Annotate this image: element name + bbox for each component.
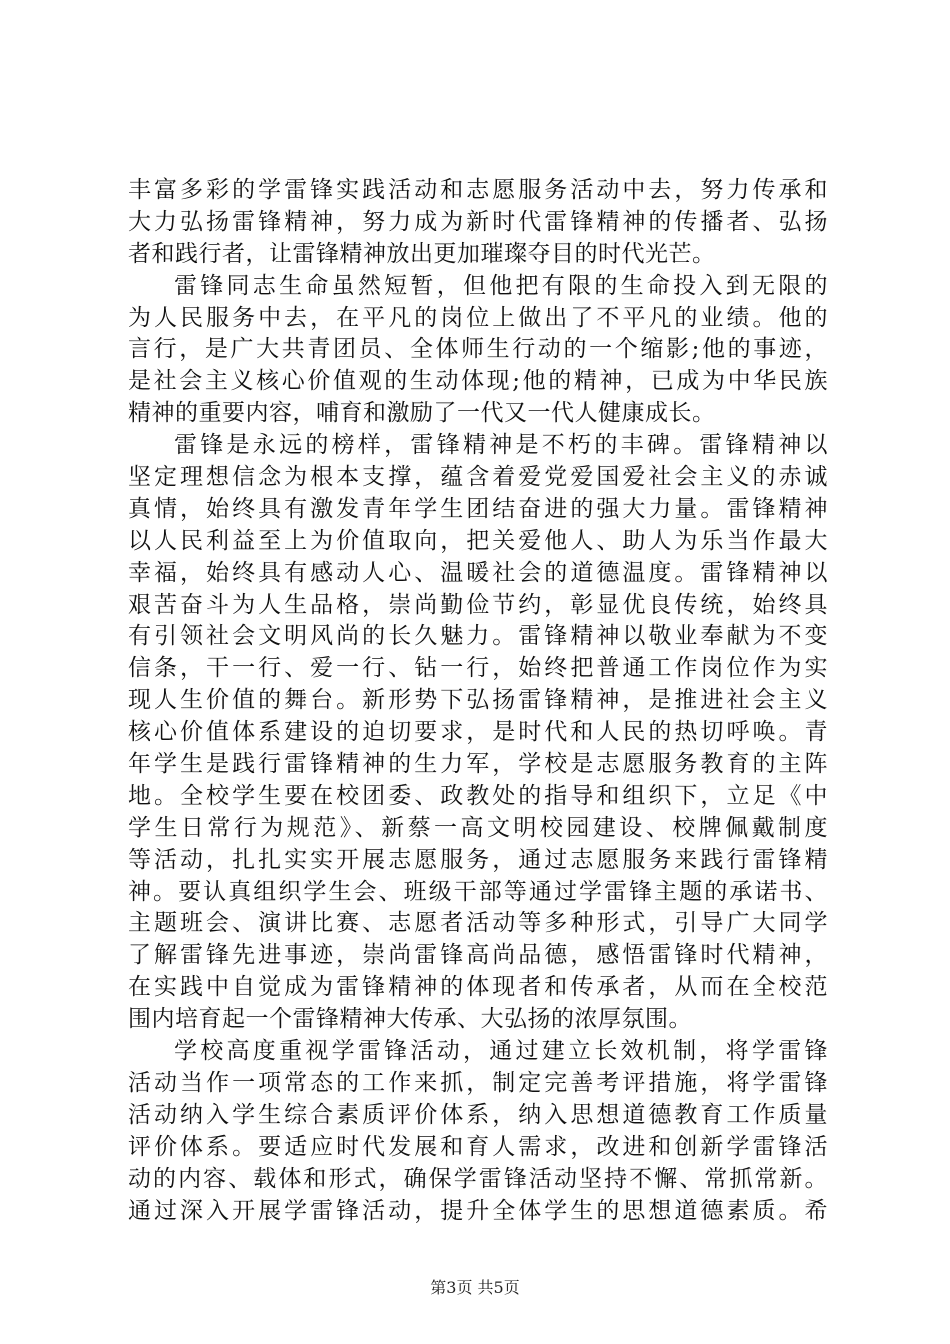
text-line: 信条，干一行、爱一行、钻一行，始终把普通工作岗位作为实 [128,655,828,682]
text-line: 核心价值体系建设的迫切要求，是时代和人民的热切呼唤。青 [128,719,828,746]
text-line: 围内培育起一个雷锋精神大传承、大弘扬的浓厚氛围。 [128,1006,692,1033]
text-line: 幸福，始终具有感动人心、温暖社会的道德温度。雷锋精神以 [128,559,828,586]
text-line: 地。全校学生要在校团委、政教处的指导和组织下，立足《中 [128,782,828,809]
text-line: 了解雷锋先进事迹，崇尚雷锋高尚品德，感悟雷锋时代精神， [128,942,828,969]
text-line: 主题班会、演讲比赛、志愿者活动等多种形式，引导广大同学 [128,910,828,937]
text-line: 真情，始终具有激发青年学生团结奋进的强大力量。雷锋精神 [128,495,828,522]
paragraph-first-line: 雷锋同志生命虽然短暂，但他把有限的生命投入到无限的 [174,272,828,299]
text-line: 言行，是广大共青团员、全体师生行动的一个缩影;他的事迹， [128,336,828,363]
text-line: 大力弘扬雷锋精神，努力成为新时代雷锋精神的传播者、弘扬 [128,208,828,235]
text-line: 有引领社会文明风尚的长久魅力。雷锋精神以敬业奉献为不变 [128,623,828,650]
text-line: 神。要认真组织学生会、班级干部等通过学雷锋主题的承诺书、 [128,878,828,905]
text-line: 通过深入开展学雷锋活动，提升全体学生的思想道德素质。希 [128,1197,828,1224]
text-line: 是社会主义核心价值观的生动体现;他的精神，已成为中华民族 [128,368,828,395]
text-line: 为人民服务中去，在平凡的岗位上做出了不平凡的业绩。他的 [128,304,828,331]
text-line: 以人民利益至上为价值取向，把关爱他人、助人为乐当作最大 [128,527,828,554]
text-line: 在实践中自觉成为雷锋精神的体现者和传承者，从而在全校范 [128,974,828,1001]
text-line: 学生日常行为规范》、新蔡一高文明校园建设、校牌佩戴制度 [128,814,828,841]
document-body [128,175,828,1227]
text-line: 动的内容、载体和形式，确保学雷锋活动坚持不懈、常抓常新。 [128,1165,828,1192]
text-line: 等活动，扎扎实实开展志愿服务，通过志愿服务来践行雷锋精 [128,846,828,873]
text-line: 活动当作一项常态的工作来抓，制定完善考评措施，将学雷锋 [128,1069,828,1096]
text-line: 坚定理想信念为根本支撑，蕴含着爱党爱国爱社会主义的赤诚 [128,464,828,491]
text-line: 评价体系。要适应时代发展和育人需求，改进和创新学雷锋活 [128,1133,828,1160]
text-line: 现人生价值的舞台。新形势下弘扬雷锋精神，是推进社会主义 [128,687,828,714]
paragraph-first-line: 学校高度重视学雷锋活动，通过建立长效机制，将学雷锋 [174,1038,828,1065]
text-line: 者和践行者，让雷锋精神放出更加璀璨夺目的时代光芒。 [128,240,716,267]
page-number-footer: 第3页 共5页 [430,1278,520,1297]
paragraph-first-line: 雷锋是永远的榜样，雷锋精神是不朽的丰碑。雷锋精神以 [174,432,828,459]
text-line: 活动纳入学生综合素质评价体系，纳入思想道德教育工作质量 [128,1101,828,1128]
text-line: 精神的重要内容，哺育和激励了一代又一代人健康成长。 [128,400,716,427]
text-line: 丰富多彩的学雷锋实践活动和志愿服务活动中去，努力传承和 [128,177,828,203]
text-line: 年学生是践行雷锋精神的生力军，学校是志愿服务教育的主阵 [128,751,828,778]
text-line: 艰苦奋斗为人生品格，崇尚勤俭节约，彰显优良传统，始终具 [128,591,828,618]
